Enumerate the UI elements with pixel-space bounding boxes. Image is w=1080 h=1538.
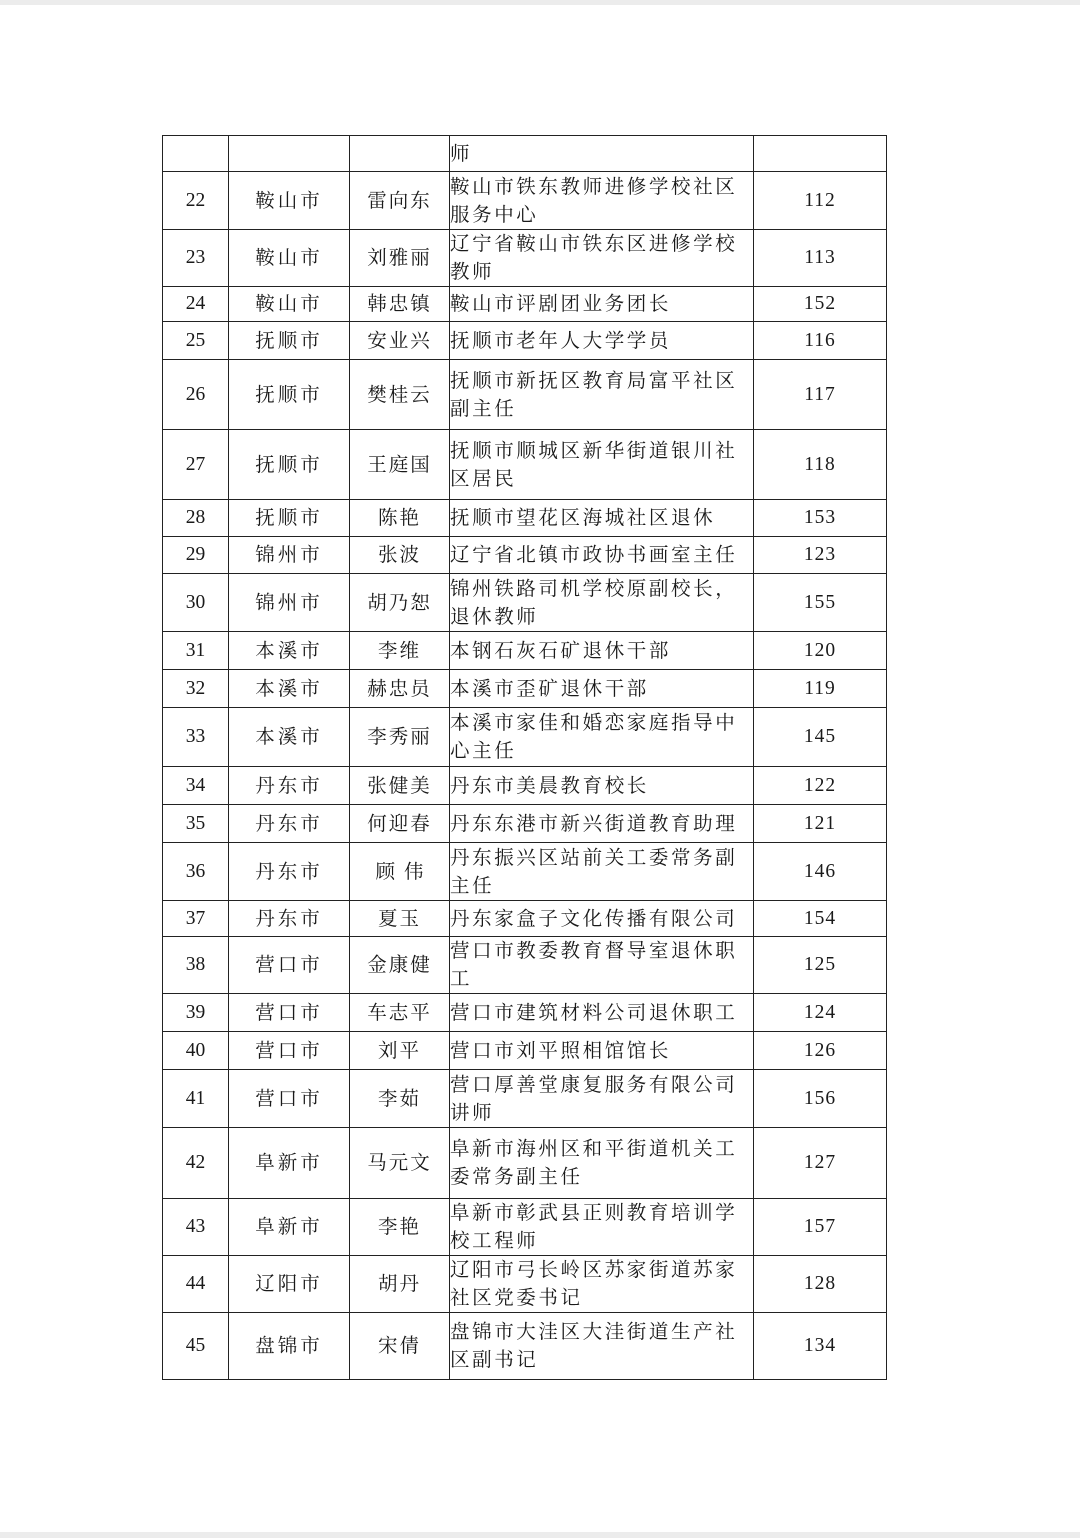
table-row <box>163 172 887 230</box>
cell-unit: 辽宁省北镇市政协书画室主任 <box>450 537 754 574</box>
cell-unit: 丹东东港市新兴街道教育助理 <box>450 805 754 843</box>
cell-no: 24 <box>163 287 229 322</box>
cell-unit: 辽阳市弓长岭区苏家街道苏家社区党委书记 <box>450 1256 754 1313</box>
cell-no: 45 <box>163 1313 229 1380</box>
table-row <box>163 901 887 937</box>
cell-city: 辽阳市 <box>229 1256 350 1313</box>
cell-no: 30 <box>163 574 229 632</box>
cell-no: 29 <box>163 537 229 574</box>
cell-unit: 阜新市彰武县正则教育培训学校工程师 <box>450 1199 754 1256</box>
cell-name: 张波 <box>350 537 450 574</box>
table-row <box>163 994 887 1032</box>
cell-code: 125 <box>754 937 887 994</box>
cell-name: 张健美 <box>350 767 450 805</box>
cell-unit: 本溪市歪矿退休干部 <box>450 670 754 708</box>
cell-city: 营口市 <box>229 1070 350 1128</box>
cell-code: 113 <box>754 230 887 287</box>
cell-city: 鞍山市 <box>229 230 350 287</box>
cell-no: 34 <box>163 767 229 805</box>
cell-no: 35 <box>163 805 229 843</box>
cell-name: 刘平 <box>350 1032 450 1070</box>
cell-city: 抚顺市 <box>229 360 350 430</box>
table-row <box>163 574 887 632</box>
cell-no: 26 <box>163 360 229 430</box>
cell-code: 157 <box>754 1199 887 1256</box>
cell-unit: 营口市刘平照相馆馆长 <box>450 1032 754 1070</box>
cell-code: 126 <box>754 1032 887 1070</box>
cell-code: 152 <box>754 287 887 322</box>
table-row <box>163 322 887 360</box>
cell-code: 155 <box>754 574 887 632</box>
cell-code: 134 <box>754 1313 887 1380</box>
cell-unit: 盘锦市大洼区大洼街道生产社区副书记 <box>450 1313 754 1380</box>
cell-name: 李艳 <box>350 1199 450 1256</box>
cell-name: 樊桂云 <box>350 360 450 430</box>
cell-city: 本溪市 <box>229 632 350 670</box>
cell-unit: 锦州铁路司机学校原副校长，退休教师 <box>450 574 754 632</box>
cell-no <box>163 136 229 172</box>
cell-unit: 营口市教委教育督导室退休职工 <box>450 937 754 994</box>
cell-no: 28 <box>163 500 229 537</box>
cell-unit: 抚顺市老年人大学学员 <box>450 322 754 360</box>
cell-city: 丹东市 <box>229 843 350 901</box>
table-row <box>163 500 887 537</box>
cell-name: 李茹 <box>350 1070 450 1128</box>
cell-name: 赫忠员 <box>350 670 450 708</box>
cell-unit: 本钢石灰石矿退休干部 <box>450 632 754 670</box>
cell-no: 40 <box>163 1032 229 1070</box>
cell-no: 39 <box>163 994 229 1032</box>
cell-city: 丹东市 <box>229 901 350 937</box>
cell-city: 锦州市 <box>229 574 350 632</box>
table-row-continuation <box>163 136 887 172</box>
table-row <box>163 670 887 708</box>
table-row <box>163 537 887 574</box>
table-row <box>163 805 887 843</box>
table-row <box>163 632 887 670</box>
cell-name: 车志平 <box>350 994 450 1032</box>
cell-name: 夏玉 <box>350 901 450 937</box>
cell-city: 本溪市 <box>229 708 350 767</box>
table-row <box>163 1199 887 1256</box>
cell-unit: 营口厚善堂康复服务有限公司讲师 <box>450 1070 754 1128</box>
viewer-bottom-bar <box>0 1532 1080 1538</box>
cell-unit: 抚顺市望花区海城社区退休 <box>450 500 754 537</box>
table-row <box>163 1032 887 1070</box>
cell-unit: 师 <box>450 136 754 172</box>
cell-code: 112 <box>754 172 887 230</box>
cell-code: 156 <box>754 1070 887 1128</box>
cell-city: 盘锦市 <box>229 1313 350 1380</box>
cell-unit: 鞍山市铁东教师进修学校社区服务中心 <box>450 172 754 230</box>
cell-code: 120 <box>754 632 887 670</box>
roster-table <box>162 135 887 1380</box>
cell-city: 抚顺市 <box>229 322 350 360</box>
cell-name: 胡乃恕 <box>350 574 450 632</box>
cell-code: 127 <box>754 1128 887 1199</box>
cell-city: 鞍山市 <box>229 287 350 322</box>
cell-name: 雷向东 <box>350 172 450 230</box>
cell-no: 43 <box>163 1199 229 1256</box>
cell-name: 安业兴 <box>350 322 450 360</box>
cell-name: 李秀丽 <box>350 708 450 767</box>
cell-code: 119 <box>754 670 887 708</box>
cell-city: 阜新市 <box>229 1128 350 1199</box>
cell-unit: 阜新市海州区和平街道机关工委常务副主任 <box>450 1128 754 1199</box>
cell-name: 顾伟 <box>350 843 450 901</box>
cell-name: 王庭国 <box>350 430 450 500</box>
cell-unit: 丹东振兴区站前关工委常务副主任 <box>450 843 754 901</box>
table-row <box>163 767 887 805</box>
table-row <box>163 1070 887 1128</box>
table-row <box>163 708 887 767</box>
cell-code: 154 <box>754 901 887 937</box>
cell-code: 122 <box>754 767 887 805</box>
cell-code: 117 <box>754 360 887 430</box>
table-row <box>163 843 887 901</box>
cell-city: 丹东市 <box>229 767 350 805</box>
cell-city: 营口市 <box>229 1032 350 1070</box>
cell-no: 22 <box>163 172 229 230</box>
table-row <box>163 937 887 994</box>
table-row <box>163 360 887 430</box>
cell-name: 刘雅丽 <box>350 230 450 287</box>
cell-name: 金康健 <box>350 937 450 994</box>
cell-unit: 丹东市美晨教育校长 <box>450 767 754 805</box>
cell-unit: 抚顺市顺城区新华街道银川社区居民 <box>450 430 754 500</box>
cell-name: 宋倩 <box>350 1313 450 1380</box>
cell-unit: 本溪市家佳和婚恋家庭指导中心主任 <box>450 708 754 767</box>
cell-no: 23 <box>163 230 229 287</box>
cell-code: 116 <box>754 322 887 360</box>
cell-city: 鞍山市 <box>229 172 350 230</box>
viewer-top-bar <box>0 0 1080 5</box>
cell-no: 38 <box>163 937 229 994</box>
cell-city: 本溪市 <box>229 670 350 708</box>
cell-unit: 鞍山市评剧团业务团长 <box>450 287 754 322</box>
table-row <box>163 230 887 287</box>
cell-code: 121 <box>754 805 887 843</box>
table-row <box>163 1313 887 1380</box>
table-row <box>163 430 887 500</box>
cell-name: 韩忠镇 <box>350 287 450 322</box>
table-row <box>163 1128 887 1199</box>
cell-name: 胡丹 <box>350 1256 450 1313</box>
cell-code: 145 <box>754 708 887 767</box>
cell-city <box>229 136 350 172</box>
cell-code: 146 <box>754 843 887 901</box>
cell-name <box>350 136 450 172</box>
cell-city: 营口市 <box>229 994 350 1032</box>
cell-no: 33 <box>163 708 229 767</box>
table-row <box>163 1256 887 1313</box>
cell-no: 44 <box>163 1256 229 1313</box>
cell-city: 丹东市 <box>229 805 350 843</box>
table-row <box>163 287 887 322</box>
cell-name: 马元文 <box>350 1128 450 1199</box>
cell-no: 25 <box>163 322 229 360</box>
cell-code: 124 <box>754 994 887 1032</box>
cell-city: 抚顺市 <box>229 500 350 537</box>
cell-name: 李维 <box>350 632 450 670</box>
cell-unit: 营口市建筑材料公司退休职工 <box>450 994 754 1032</box>
cell-name: 陈艳 <box>350 500 450 537</box>
cell-no: 42 <box>163 1128 229 1199</box>
cell-no: 41 <box>163 1070 229 1128</box>
cell-city: 抚顺市 <box>229 430 350 500</box>
cell-code: 153 <box>754 500 887 537</box>
cell-name: 何迎春 <box>350 805 450 843</box>
cell-no: 37 <box>163 901 229 937</box>
cell-no: 32 <box>163 670 229 708</box>
cell-code: 118 <box>754 430 887 500</box>
cell-city: 营口市 <box>229 937 350 994</box>
cell-code: 123 <box>754 537 887 574</box>
cell-city: 阜新市 <box>229 1199 350 1256</box>
cell-unit: 辽宁省鞍山市铁东区进修学校教师 <box>450 230 754 287</box>
cell-no: 31 <box>163 632 229 670</box>
cell-unit: 丹东家盒子文化传播有限公司 <box>450 901 754 937</box>
cell-city: 锦州市 <box>229 537 350 574</box>
cell-unit: 抚顺市新抚区教育局富平社区副主任 <box>450 360 754 430</box>
cell-no: 27 <box>163 430 229 500</box>
cell-no: 36 <box>163 843 229 901</box>
cell-code <box>754 136 887 172</box>
cell-code: 128 <box>754 1256 887 1313</box>
